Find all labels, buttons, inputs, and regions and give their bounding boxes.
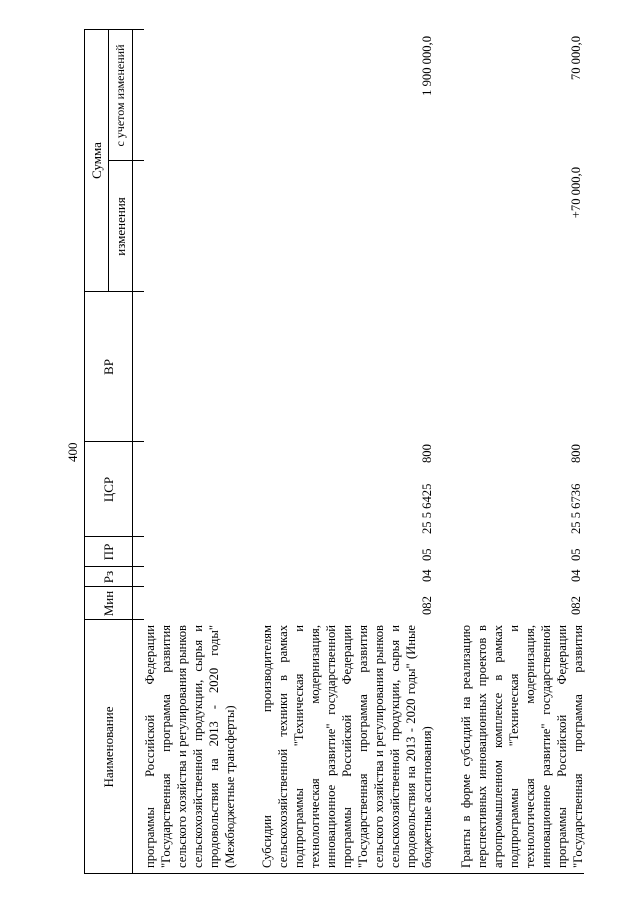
header-sum: Сумма xyxy=(88,142,104,179)
table-left-border xyxy=(84,873,584,874)
description-line: продовольствия на 2013 - 2020 годы" (Иные xyxy=(404,625,418,868)
description-line: "Государственная программа развития xyxy=(571,625,585,868)
description-line: "Государственная программа развития xyxy=(356,625,370,868)
description-line: сельскохозяйственной продукции, сырья и xyxy=(388,625,402,868)
description-line: сельскохозяйственной продукции, сырья и xyxy=(191,625,205,868)
header-bottom-border xyxy=(132,29,133,874)
cell-rz: 04 xyxy=(420,569,434,582)
row-description xyxy=(259,625,435,868)
description-line: программы Российской Федерации xyxy=(555,625,569,868)
description-line: технологическая модернизация, xyxy=(523,625,537,868)
cell-min: 082 xyxy=(569,596,583,615)
cell-total: 1 900 000,0 xyxy=(420,36,434,96)
description-line: программы Российской Федерации xyxy=(143,625,157,868)
header-name: Наименование xyxy=(100,706,116,788)
header-rz: Рз xyxy=(100,570,116,584)
description-line: Субсидии производителям xyxy=(260,625,274,868)
description-line: бюджетные ассигнования) xyxy=(420,726,434,868)
description-line: подпрограммы "Техническая и xyxy=(292,625,306,868)
description-line: технологическая модернизация, xyxy=(308,625,322,868)
description-line: инновационное развитие" государственной xyxy=(539,625,553,868)
description-line: сельского хозяйства и регулирования рынков xyxy=(372,625,386,868)
description-line: перспективных инновационных проектов в xyxy=(475,625,489,868)
header-change: изменения xyxy=(112,197,128,256)
description-line: программы Российской Федерации xyxy=(340,625,354,868)
header-min: Мин xyxy=(100,590,116,617)
description-line: "Государственная программа развития xyxy=(159,625,173,868)
cell-vr: 800 xyxy=(569,444,583,463)
description-line: агропромышленном комплексе в рамках xyxy=(491,625,505,868)
description-line: подпрограммы "Техническая и xyxy=(507,625,521,868)
page-number: 400 xyxy=(65,442,80,462)
cell-vr: 800 xyxy=(420,444,434,463)
cell-change: +70 000,0 xyxy=(569,167,583,219)
cell-pr: 05 xyxy=(420,548,434,561)
description-line: продовольствия на 2013 - 2020 годы" xyxy=(207,625,221,868)
cell-total: 70 000,0 xyxy=(569,36,583,81)
description-line: сельскохозяйственной техники в рамках xyxy=(276,625,290,868)
budget-table xyxy=(84,29,584,874)
description-line: сельского хозяйства и регулирования рынков xyxy=(175,625,189,868)
row-description xyxy=(142,625,238,868)
description-line: инновационное развитие" государственной xyxy=(324,625,338,868)
header-vr: ВР xyxy=(100,359,116,375)
row-description xyxy=(458,625,586,868)
description-line: Гранты в форме субсидий на реализацию xyxy=(459,625,473,868)
cell-min: 082 xyxy=(420,596,434,615)
cell-csr: 25 5 6425 xyxy=(420,483,434,534)
header-csr: ЦСР xyxy=(100,476,116,503)
cell-csr: 25 5 6736 xyxy=(569,483,583,534)
header-with-changes: с учетом изменений xyxy=(113,44,127,147)
header-pr: ПР xyxy=(100,543,116,561)
description-line: (Межбюджетные трансферты) xyxy=(223,705,237,868)
cell-pr: 05 xyxy=(569,548,583,561)
cell-rz: 04 xyxy=(569,569,583,582)
